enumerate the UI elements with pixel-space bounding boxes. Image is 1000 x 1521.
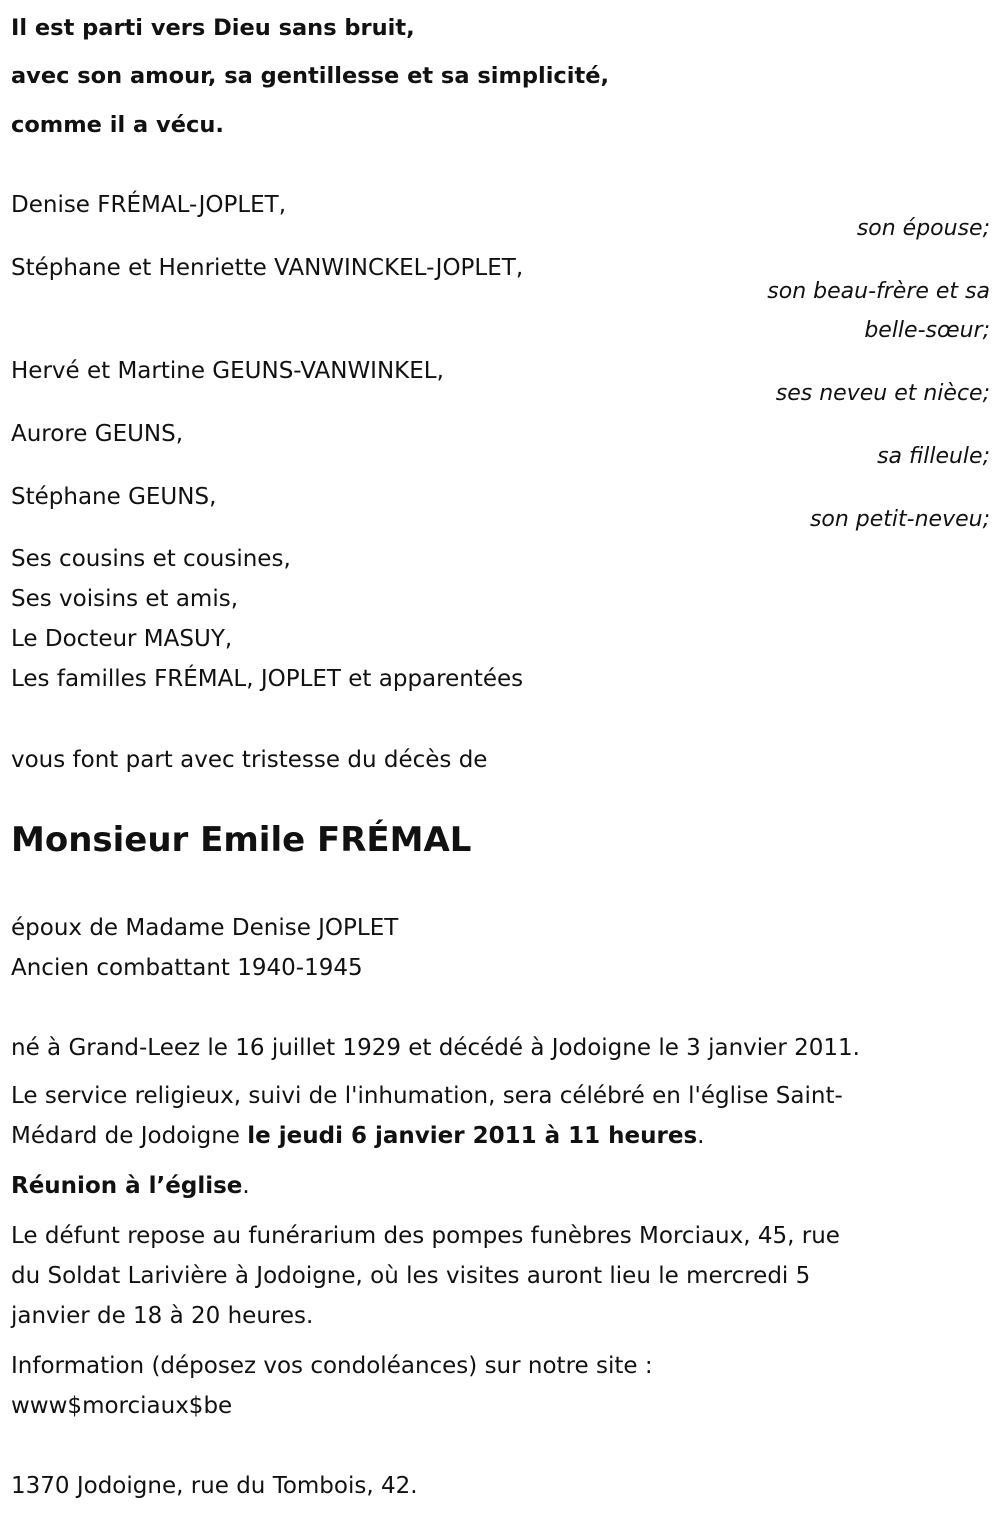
family-relation: sa filleule; (877, 444, 990, 469)
rest-line: janvier de 18 à 20 heures. (11, 1303, 314, 1329)
other-mourner: Ses voisins et amis, (11, 586, 239, 612)
reunion (11, 1171, 250, 1201)
service-text: Médard de Jodoigne (11, 1123, 248, 1149)
family-name: Hervé et Martine GEUNS-VANWINKEL, (11, 358, 444, 384)
website: www$morciaux$be (11, 1393, 233, 1419)
detail-line: époux de Madame Denise JOPLET (11, 915, 399, 941)
info-line: Information (déposez vos condoléances) sur notre site : (11, 1353, 653, 1379)
service-line: Le service religieux, suivi de l'inhumation, sera célébré en l'église Saint- (11, 1083, 843, 1109)
reunion-text: Réunion à l’église (11, 1173, 243, 1199)
other-mourner: Les familles FRÉMAL, JOPLET et apparentées (11, 666, 524, 692)
dates: né à Grand-Leez le 16 juillet 1929 et décédé à Jodoigne le 3 janvier 2011. (11, 1035, 860, 1061)
family-name: Aurore GEUNS, (11, 421, 184, 447)
other-mourner: Le Docteur MASUY, (11, 626, 233, 652)
other-mourner: Ses cousins et cousines, (11, 546, 291, 572)
family-name: Stéphane GEUNS, (11, 484, 217, 510)
family-relation: son petit-neveu; (809, 507, 990, 532)
punctuation: . (242, 1173, 250, 1199)
address: 1370 Jodoigne, rue du Tombois, 42. (11, 1473, 418, 1499)
family-name: Denise FRÉMAL-JOPLET, (11, 192, 287, 218)
rest-line: Le défunt repose au funérarium des pompes funèbres Morciaux, 45, rue (11, 1223, 840, 1249)
family-relation: ses neveu et nièce; (775, 381, 990, 406)
intro-line: Il est parti vers Dieu sans bruit, (11, 15, 415, 41)
family-relation: son beau-frère et sa (767, 279, 990, 304)
family-relation: son épouse; (856, 216, 990, 241)
announcement: vous font part avec tristesse du décès de (11, 747, 488, 773)
punctuation: . (697, 1123, 705, 1149)
rest-line: du Soldat Larivière à Jodoigne, où les visites auront lieu le mercredi 5 (11, 1263, 811, 1289)
family-relation: belle-sœur; (864, 318, 990, 343)
family-name: Stéphane et Henriette VANWINCKEL-JOPLET, (11, 255, 524, 281)
intro-line: avec son amour, sa gentillesse et sa simplicité, (11, 63, 610, 89)
service-datetime: le jeudi 6 janvier 2011 à 11 heures (247, 1123, 698, 1149)
service-line (11, 1121, 704, 1151)
deceased-name: Monsieur Emile FRÉMAL (11, 820, 472, 860)
intro-line: comme il a vécu. (11, 112, 224, 138)
detail-line: Ancien combattant 1940-1945 (11, 955, 363, 981)
